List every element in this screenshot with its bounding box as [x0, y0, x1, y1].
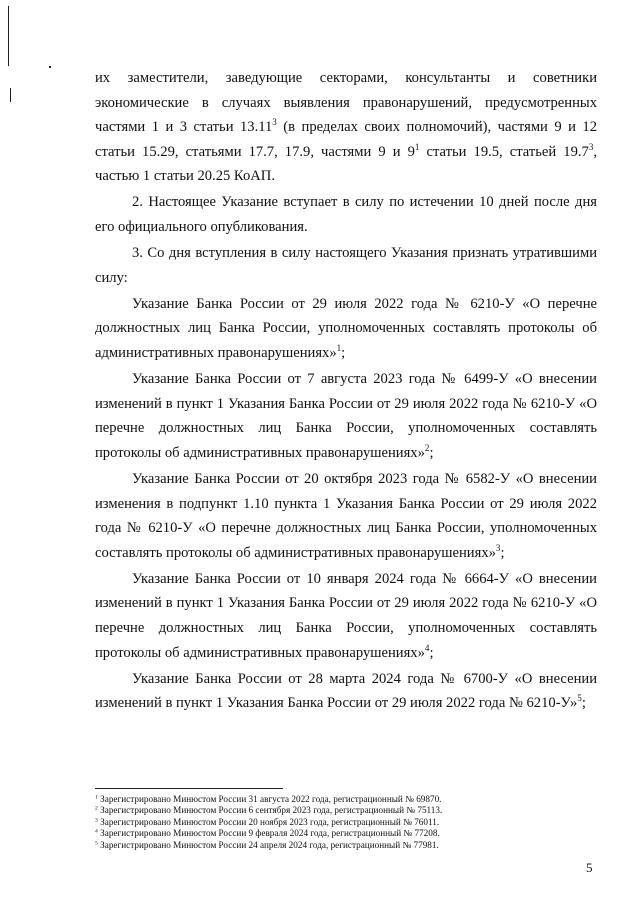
footnote-ref: 1 [336, 343, 342, 354]
paragraph [95, 367, 597, 465]
footnote [95, 794, 597, 805]
paragraph-text: ; [500, 544, 505, 561]
footnote [95, 805, 597, 816]
footnote-text: Зарегистрировано Минюстом России 9 февраля 2024 года, регистрационный № 77208. [100, 828, 440, 839]
paragraph [95, 667, 597, 716]
paragraph-text: Указание Банка России от 7 августа 2023 года № 6499-У «О внесении изменений в пункт 1 Указания Банка России от 29 июля 2022 года № 6210-У «О перечне должностных лиц Банка России, уполномоченных составлять протоколы об административных правонарушениях» [95, 371, 597, 461]
footnote-number: 5 [95, 839, 98, 846]
paragraph-text: 2. Настоящее Указание вступает в силу по истечении 10 дней после дня его официального опубликования. [95, 194, 597, 236]
footnote-text: Зарегистрировано Минюстом России 20 ноября 2023 года, регистрационный № 76011. [100, 816, 440, 827]
paragraph-text: 3. Со дня вступления в силу настоящего Указания признать утратившими силу: [95, 245, 597, 286]
paragraph [95, 190, 597, 239]
paragraph-text: Указание Банка России от 28 марта 2024 года № 6700-У «О внесении изменений в пункт 1 Указания Банка России от 29 июля 2022 года № 6210-У» [95, 670, 597, 712]
page-number: 5 [586, 860, 593, 875]
paragraph-text: ; [341, 345, 346, 362]
footnote-ref: 3 [272, 117, 277, 128]
document-body [95, 66, 597, 717]
footnote [95, 817, 597, 828]
paragraph [95, 567, 597, 665]
paragraph-text: ; [581, 695, 586, 712]
footnotes [95, 794, 597, 851]
footnote-ref: 1 [414, 141, 420, 152]
scan-margin-mark [8, 6, 9, 66]
footnote-ref: 2 [424, 443, 430, 454]
paragraph-text: их заместители, заведующие секторами, консультанты и советники экономические в случаях выявления правонарушений, предусмотренных частями 1 и 3 статьи 13.11 [95, 70, 597, 136]
paragraph-text: ; [429, 444, 434, 461]
paragraph-text: Указание Банка России от 29 июля 2022 года № 6210-У «О перечне должностных лиц Банка России, уполномоченных составлять протоколы об административных правонарушениях» [95, 295, 597, 362]
footnote [95, 840, 597, 851]
footnote-text: Зарегистрировано Минюстом России 6 сентября 2023 года, регистрационный № 75113. [100, 805, 443, 816]
paragraph-text: Указание Банка России от 20 октября 2023 года № 6582-У «О внесении изменения в подпункт 1.10 пункта 1 Указания Банка России от 29 июля 2022 года № 6210-У «О перечне должностных лиц Банка России, уполномоченных составлять протоколы об административных правонарушениях» [95, 471, 597, 561]
paragraph-text: , частью 1 статьи 20.25 КоАП. [95, 143, 598, 185]
paragraph-text: статьи 19.5, статьей 19.7 [419, 143, 589, 160]
paragraph [95, 66, 597, 189]
paragraph-text: (в пределах своих полномочий), частями 9 и 12 статьи 15.29, статьями 17.7, 17.9, частями 9 и 9 [95, 119, 597, 160]
paragraph-text: Указание Банка России от 10 января 2024 года № 6664-У «О внесении изменений в пункт 1 Указания Банка России от 29 июля 2022 года № 6210-У «О перечне должностных лиц Банка России, уполномоченных составлять протоколы об административных правонарушениях» [95, 570, 597, 661]
footnote-separator [95, 788, 283, 789]
footnote-ref: 3 [588, 141, 594, 152]
footnote-text: Зарегистрировано Минюстом России 31 августа 2022 года, регистрационный № 69870. [100, 794, 442, 804]
footnote-ref: 4 [424, 642, 430, 653]
footnote-number: 4 [95, 828, 98, 835]
footnote-number: 2 [95, 805, 98, 812]
paragraph [95, 241, 597, 290]
paragraph [95, 292, 597, 366]
scan-margin-mark [10, 88, 11, 102]
footnote-text: Зарегистрировано Минюстом России 24 апреля 2024 года, регистрационный № 77981. [100, 839, 439, 850]
footnote-number: 3 [95, 817, 98, 824]
footnote [95, 828, 597, 839]
footnote-ref: 5 [577, 693, 582, 704]
footnote-number: 1 [95, 794, 98, 801]
paragraph [95, 467, 597, 565]
footnote-ref: 3 [495, 542, 501, 553]
scan-speck [49, 66, 51, 68]
paragraph-text: ; [429, 644, 434, 661]
